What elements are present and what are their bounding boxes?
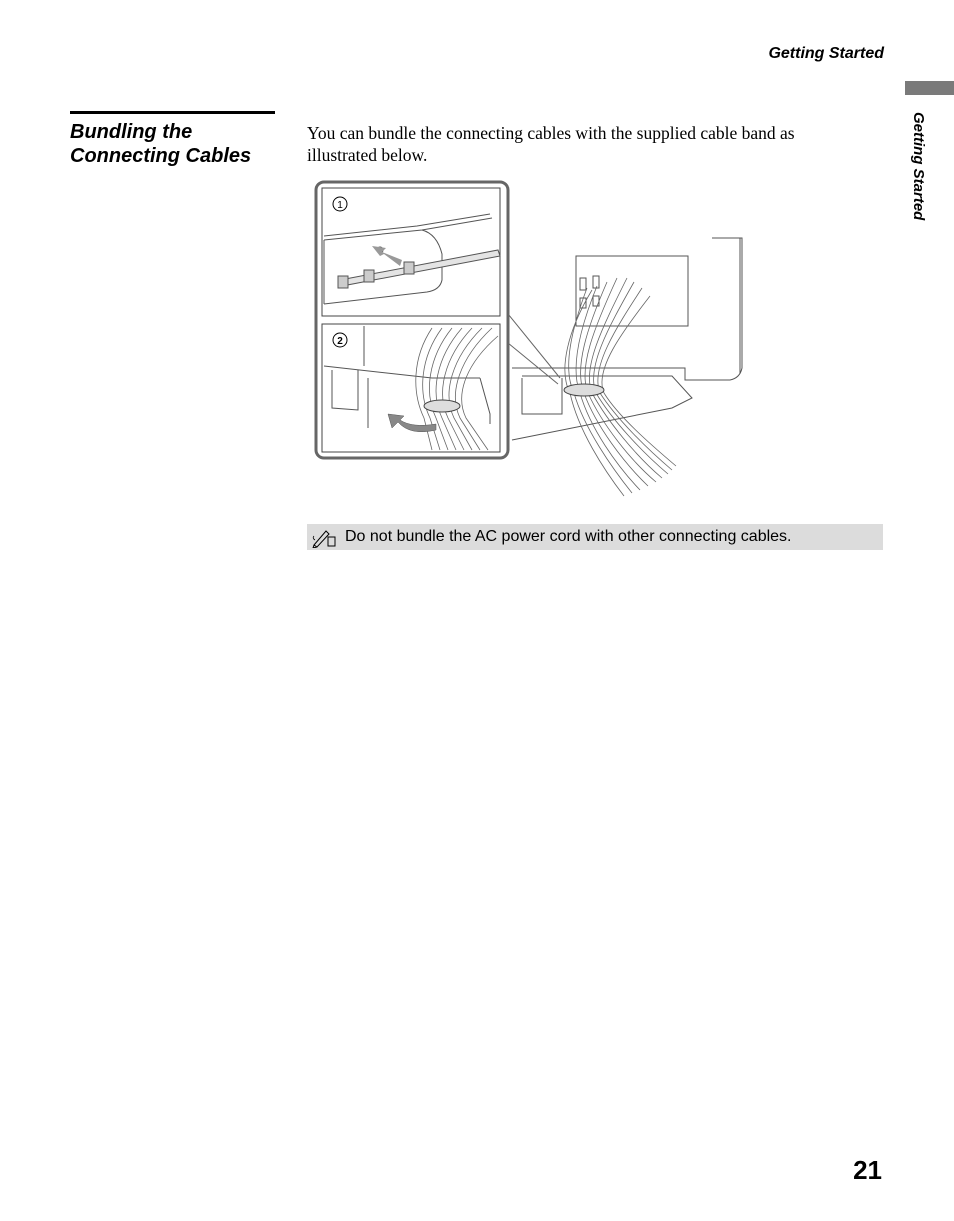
tv-rear-view xyxy=(512,238,742,440)
step-1-panel xyxy=(322,188,500,316)
body-paragraph: You can bundle the connecting cables with the supplied cable band as illustrated below. xyxy=(307,123,795,165)
side-tab-marker xyxy=(905,81,954,95)
side-tab-label: Getting Started xyxy=(910,112,927,221)
page-number: 21 xyxy=(853,1155,882,1185)
section-rule xyxy=(70,111,275,114)
section-title-line-1: Bundling the xyxy=(70,121,193,143)
step-2-marker: 2 xyxy=(337,336,343,347)
note-text: Do not bundle the AC power cord with other connecting cables. xyxy=(345,528,792,545)
cable-bundling-illustration xyxy=(312,178,748,498)
pencil-note-icon xyxy=(311,526,337,548)
step-1-marker: 1 xyxy=(337,200,343,211)
cable-band xyxy=(564,384,604,396)
callout-lines xyxy=(508,314,560,384)
running-header: Getting Started xyxy=(768,45,884,62)
section-title xyxy=(70,120,280,168)
step-2-panel xyxy=(322,324,500,452)
section-title-line-2: Connecting Cables xyxy=(70,145,252,167)
note-box xyxy=(307,524,883,550)
